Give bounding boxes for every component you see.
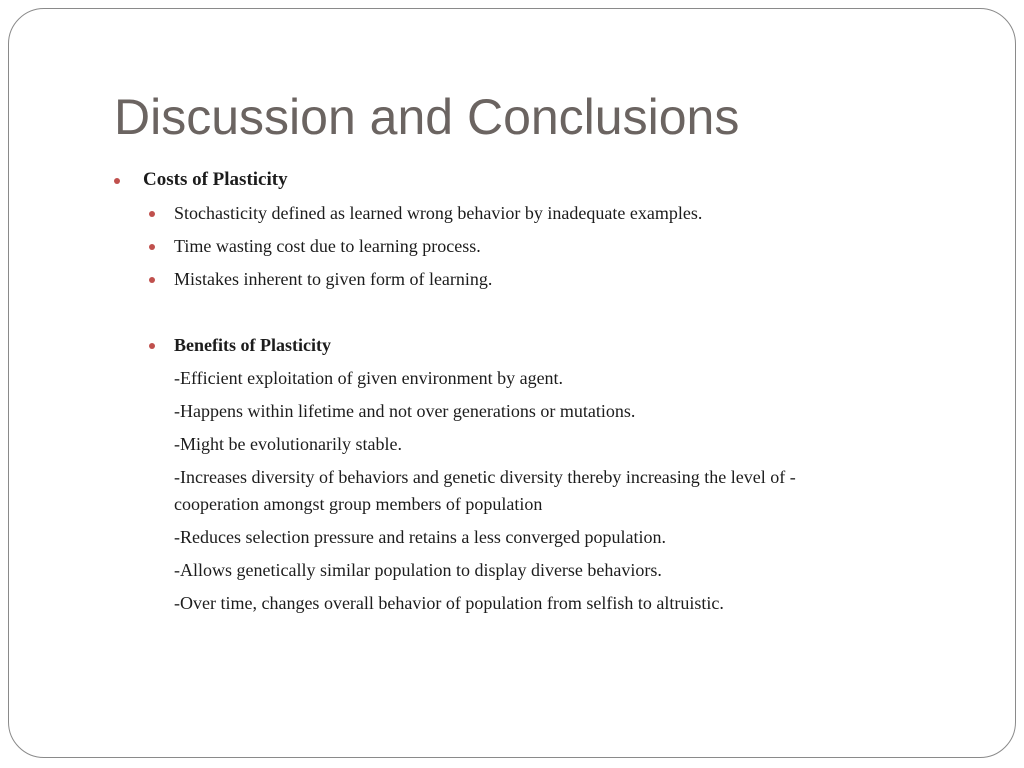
bullet-icon	[149, 211, 155, 217]
costs-item: Mistakes inherent to given form of learning.	[174, 269, 493, 289]
costs-item: Stochasticity defined as learned wrong behavior by inadequate examples.	[174, 203, 703, 223]
bullet-icon	[149, 343, 155, 349]
benefits-line: -Over time, changes overall behavior of population from selfish to altruistic.	[174, 593, 724, 613]
bullet-icon	[114, 178, 120, 184]
benefits-line: -Allows genetically similar population to display diverse behaviors.	[174, 560, 662, 580]
benefits-line: cooperation amongst group members of population	[174, 494, 543, 514]
benefits-line: -Reduces selection pressure and retains a less converged population.	[174, 527, 667, 547]
costs-heading: Costs of Plasticity	[143, 169, 288, 190]
benefits-heading: Benefits of Plasticity	[174, 335, 331, 355]
bullet-icon	[149, 244, 155, 250]
benefits-line: -Happens within lifetime and not over generations or mutations.	[174, 401, 636, 421]
benefits-line: -Might be evolutionarily stable.	[174, 434, 402, 454]
benefits-line: -Efficient exploitation of given environment by agent.	[174, 368, 564, 388]
slide-title: Discussion and Conclusions	[114, 89, 740, 145]
bullet-icon	[149, 277, 155, 283]
benefits-line: -Increases diversity of behaviors and genetic diversity thereby increasing the level of -	[174, 467, 796, 487]
costs-item: Time wasting cost due to learning process.	[174, 236, 481, 256]
